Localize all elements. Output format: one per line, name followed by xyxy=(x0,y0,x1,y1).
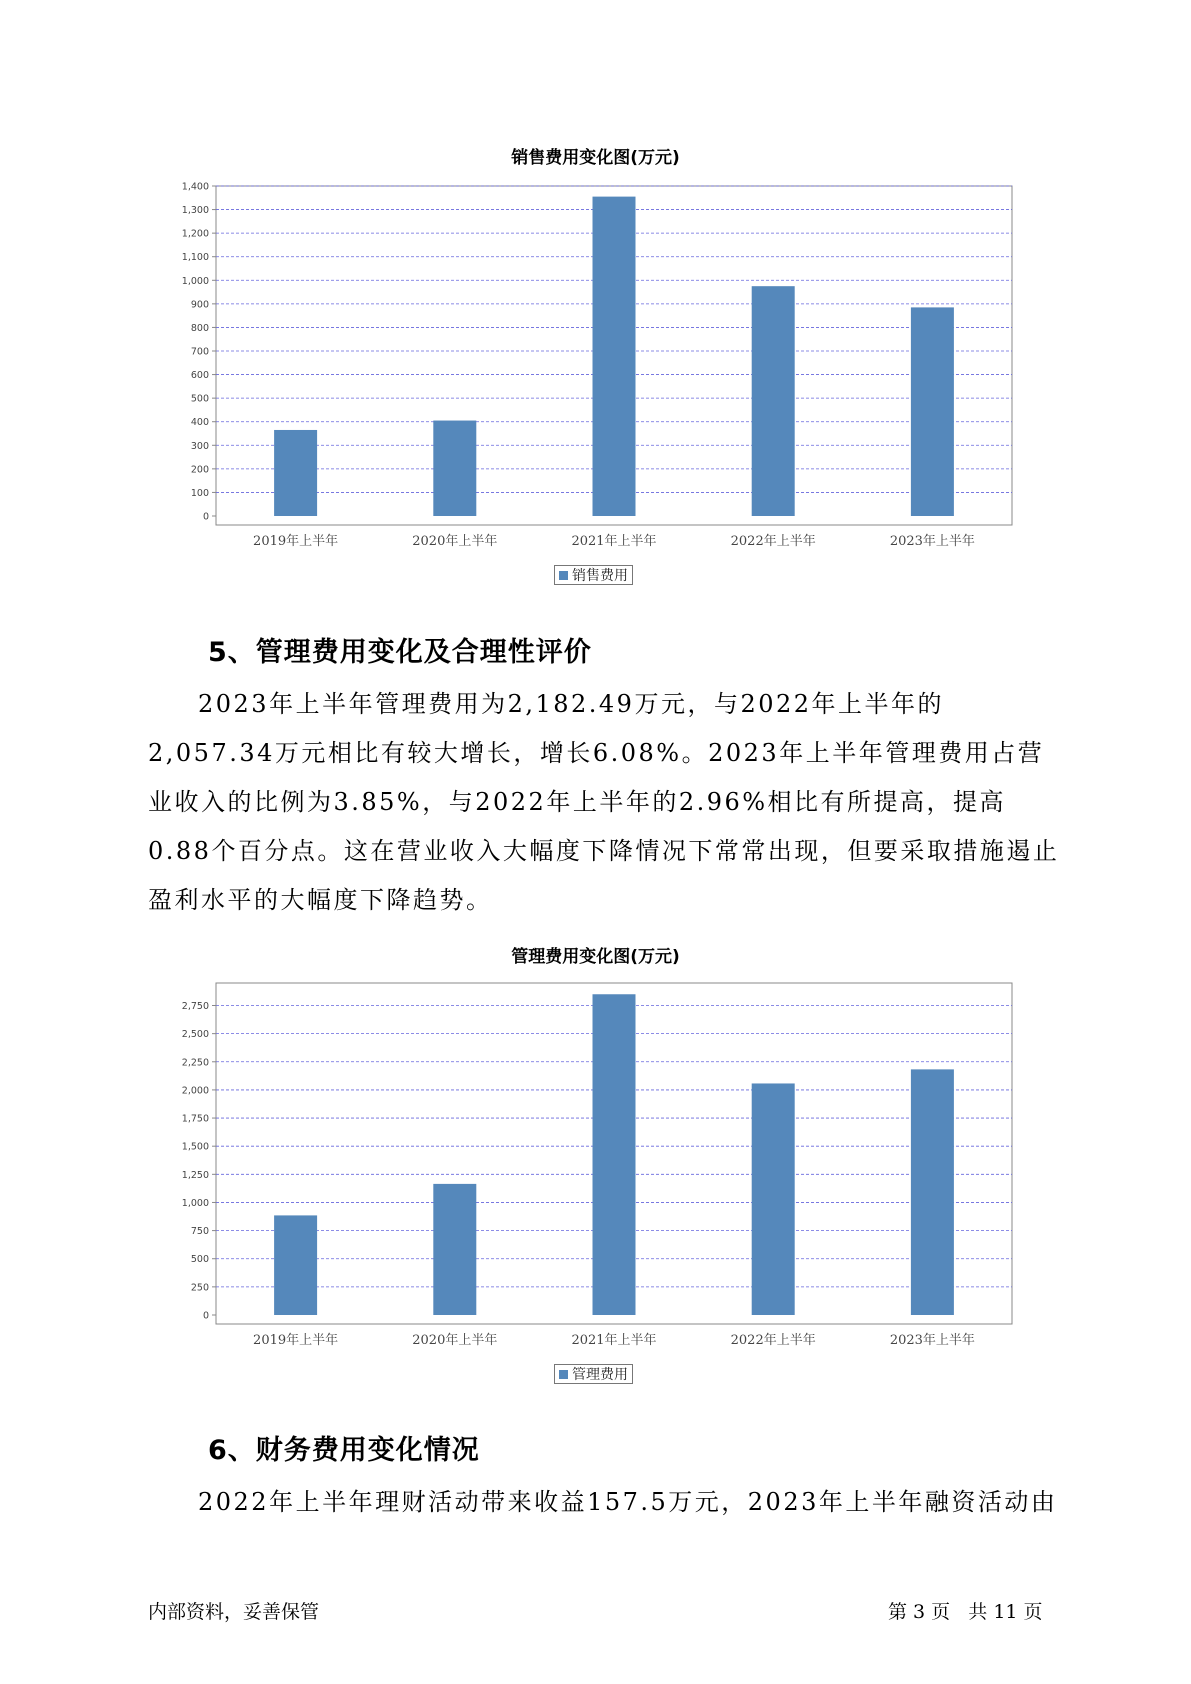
bar xyxy=(274,1215,317,1315)
category-label: 2020年上半年 xyxy=(412,1333,498,1348)
y-tick-label: 500 xyxy=(190,1254,209,1266)
y-tick-label: 1,750 xyxy=(181,1113,209,1125)
y-tick-label: 750 xyxy=(190,1226,209,1238)
category-label: 2023年上半年 xyxy=(889,1333,975,1348)
category-label: 2019年上半年 xyxy=(253,534,339,549)
y-tick-label: 500 xyxy=(190,393,209,405)
category-label: 2019年上半年 xyxy=(253,1333,339,1348)
category-label: 2023年上半年 xyxy=(889,534,975,549)
y-tick-label: 250 xyxy=(190,1282,209,1294)
y-tick-label: 1,250 xyxy=(181,1169,209,1181)
bar xyxy=(593,994,636,1315)
y-tick-label: 2,250 xyxy=(181,1057,209,1069)
chart2-legend xyxy=(554,1364,633,1384)
legend-label: 销售费用 xyxy=(572,568,628,584)
bar xyxy=(433,1184,476,1315)
y-tick-label: 700 xyxy=(190,346,209,358)
y-tick-label: 2,750 xyxy=(181,1001,209,1013)
y-tick-label: 1,400 xyxy=(181,181,209,193)
y-tick-label: 1,100 xyxy=(181,252,209,264)
y-tick-label: 0 xyxy=(202,1310,209,1322)
category-label: 2020年上半年 xyxy=(412,534,498,549)
bar xyxy=(752,1083,795,1315)
y-tick-label: 0 xyxy=(202,511,209,523)
category-label: 2021年上半年 xyxy=(571,1333,657,1348)
y-tick-label: 200 xyxy=(190,464,209,476)
y-tick-label: 400 xyxy=(190,417,209,429)
category-label: 2021年上半年 xyxy=(571,534,657,549)
y-tick-label: 600 xyxy=(190,370,209,382)
y-tick-label: 1,000 xyxy=(181,275,209,287)
footer-page-number: 第 3 页 共 11 页 xyxy=(888,1601,1043,1623)
section5-paragraph: 2023年上半年管理费用为2,182.49万元，与2022年上半年的2,057.34万元相比有较大增长，增长6.08%。2023年上半年管理费用占营业收入的比例为3.85%，与2022年上半年的2.96%相比有所提高，提高0.88个百分点。这在营业收入大幅度下降情况下常常出现，但要采取措施遏止盈利水平的大幅度下降趋势。 xyxy=(148,690,1060,914)
section6-paragraph: 2022年上半年理财活动带来收益157.5万元，2023年上半年融资活动由 xyxy=(198,1488,1058,1516)
y-tick-label: 1,300 xyxy=(181,205,209,217)
y-tick-label: 300 xyxy=(190,440,209,452)
legend-swatch xyxy=(559,1370,568,1379)
y-tick-label: 2,000 xyxy=(181,1085,209,1097)
y-tick-label: 1,000 xyxy=(181,1197,209,1209)
y-tick-label: 1,200 xyxy=(181,228,209,240)
section5-heading: 5、管理费用变化及合理性评价 xyxy=(208,637,592,668)
y-tick-label: 100 xyxy=(190,487,209,499)
bar xyxy=(911,1069,954,1315)
y-tick-label: 2,500 xyxy=(181,1029,209,1041)
footer-left: 内部资料，妥善保管 xyxy=(148,1601,320,1623)
legend-label: 管理费用 xyxy=(572,1367,628,1383)
section6-heading: 6、财务费用变化情况 xyxy=(208,1435,480,1466)
chart1-title: 销售费用变化图(万元) xyxy=(511,148,680,168)
category-label: 2022年上半年 xyxy=(730,534,816,549)
y-tick-label: 800 xyxy=(190,322,209,334)
y-tick-label: 1,500 xyxy=(181,1141,209,1153)
chart2-title: 管理费用变化图(万元) xyxy=(511,947,680,967)
category-label: 2022年上半年 xyxy=(730,1333,816,1348)
y-tick-label: 900 xyxy=(190,299,209,311)
